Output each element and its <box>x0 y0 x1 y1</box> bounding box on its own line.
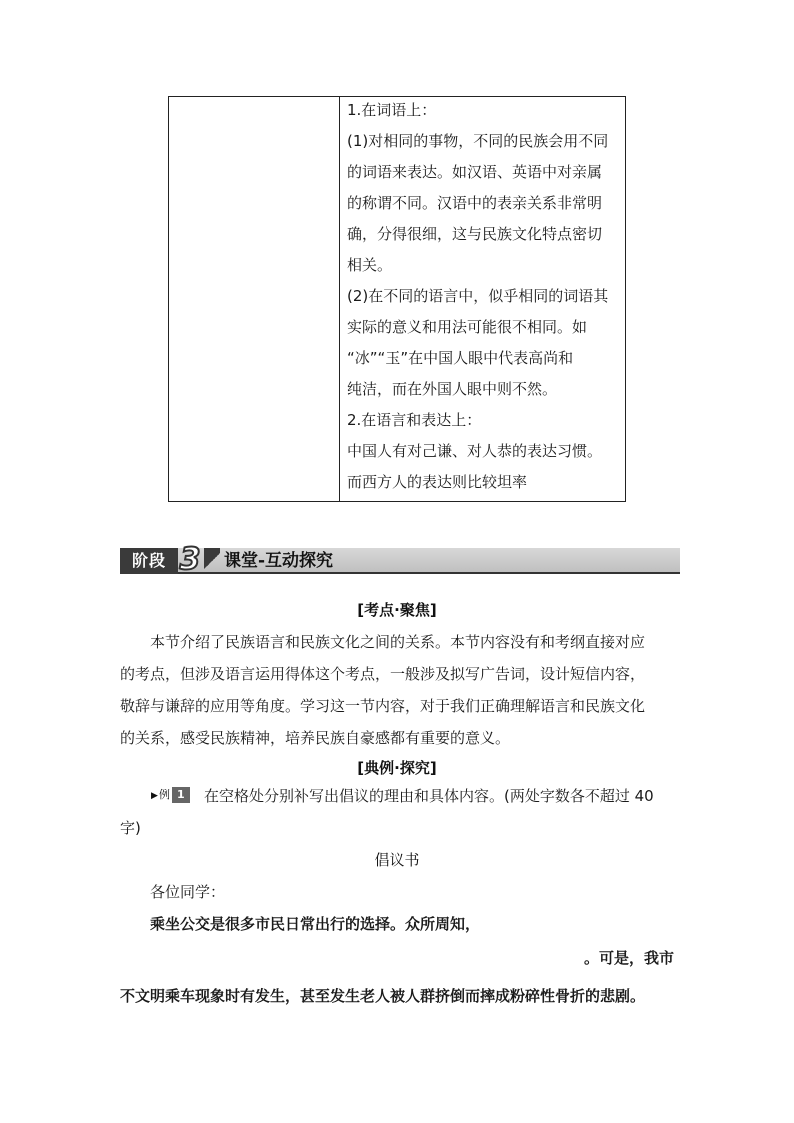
table-line: 相关。 <box>347 256 393 274</box>
section-heading-dianli: [典例·探究] <box>357 759 437 777</box>
table-line: 而西方人的表达则比较坦率 <box>347 473 528 491</box>
table-line: “冰”“玉”在中国人眼中代表高尚和 <box>347 349 574 367</box>
content-table <box>168 96 626 502</box>
banner-title: 课堂-互动探究 <box>224 551 334 571</box>
table-line: 2.在语言和表达上： <box>347 411 482 429</box>
table-line: (1)对相同的事物，不同的民族会用不同 <box>347 132 609 150</box>
question-line: 字) <box>120 819 141 837</box>
letter-body-line: 乘坐公交是很多市民日常出行的选择。众所周知， <box>150 915 481 933</box>
banner-stage-number: 3 <box>179 542 201 577</box>
banner-stage-label: 阶段 <box>120 548 178 574</box>
letter-body-line: 。可是，我市 <box>583 949 674 967</box>
paragraph-line: 的考点，但涉及语言运用得体这个考点，一般涉及拟写广告词，设计短信内容， <box>120 665 646 683</box>
section-heading-kaodian: [考点·聚焦] <box>357 601 437 619</box>
letter-title: 倡议书 <box>374 851 420 869</box>
table-line: 确，分得很细，这与民族文化特点密切 <box>347 225 603 243</box>
table-line: 的词语来表达。如汉语、英语中对亲属 <box>347 163 603 181</box>
question-line: 在空格处分别补写出倡议的理由和具体内容。(两处字数各不超过 40 <box>204 787 654 805</box>
table-line: 中国人有对己谦、对人恭的表达习惯。 <box>347 442 603 460</box>
letter-body-line: 不文明乘车现象时有发生，甚至发生老人被人群挤倒而摔成粉碎性骨折的悲剧。 <box>120 987 646 1005</box>
table-line: 实际的意义和用法可能很不相同。如 <box>347 318 588 336</box>
paragraph-line: 敬辞与谦辞的应用等角度。学习这一节内容，对于我们正确理解语言和民族文化 <box>120 697 646 715</box>
table-line: 1.在词语上： <box>347 101 437 119</box>
table-line: (2)在不同的语言中，似乎相同的词语其 <box>347 287 609 305</box>
table-column-divider <box>339 97 340 501</box>
banner-notch <box>204 548 220 574</box>
table-line: 的称谓不同。汉语中的表亲关系非常明 <box>347 194 603 212</box>
paragraph-line: 本节介绍了民族语言和民族文化之间的关系。本节内容没有和考纲直接对应 <box>150 633 646 651</box>
example-number: 1 <box>172 787 190 803</box>
section-banner <box>120 542 680 577</box>
triangle-right-icon: ▶ <box>151 791 158 801</box>
paragraph-line: 的关系，感受民族精神，培养民族自豪感都有重要的意义。 <box>120 729 511 747</box>
letter-salutation: 各位同学： <box>150 883 226 901</box>
table-line: 纯洁，而在外国人眼中则不然。 <box>347 380 558 398</box>
example-label: 例 <box>159 788 170 801</box>
example-tag <box>151 787 190 803</box>
